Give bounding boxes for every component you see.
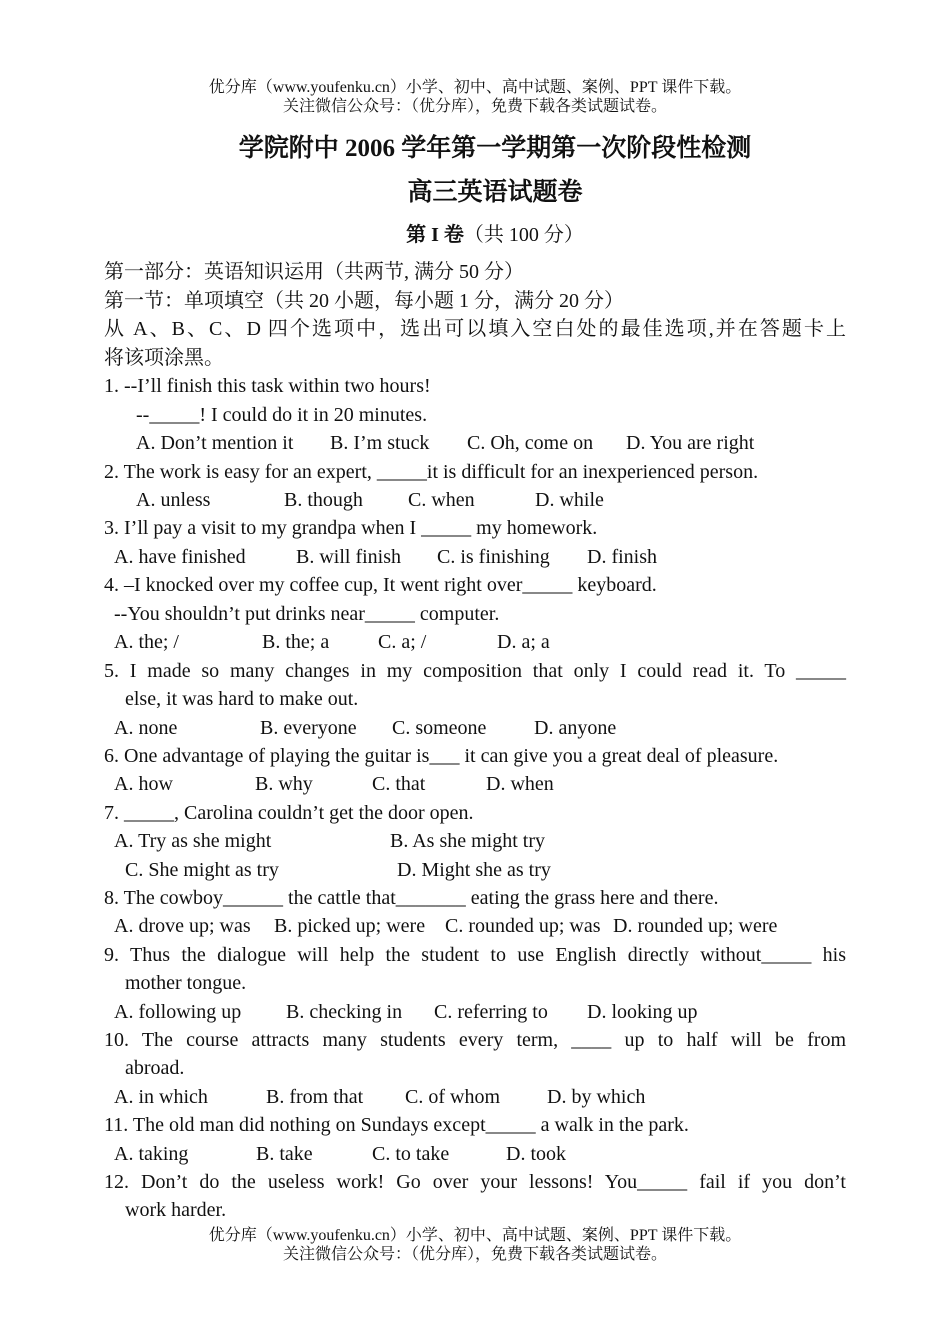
q5-stem-2: else, it was hard to make out. [125, 688, 359, 710]
volume-label: 第 I 卷 [406, 224, 464, 246]
directions-line-2: 将该项涂黑。 [104, 347, 224, 369]
q6-option-b: B. why [255, 773, 313, 795]
exam-title: 学院附中 2006 学年第一学期第一次阶段性检测 [238, 135, 752, 162]
q1-option-b: B. I’m stuck [330, 432, 430, 454]
q11-option-a: A. taking [114, 1143, 189, 1165]
q10-option-c: C. of whom [405, 1086, 500, 1108]
q9-stem-2: mother tongue. [125, 972, 247, 994]
q3-option-b: B. will finish [296, 546, 402, 568]
q4-option-b: B. the; a [262, 631, 330, 653]
q7-option-d: D. Might she as try [397, 859, 551, 881]
q5-option-c: C. someone [392, 717, 487, 739]
q9-option-d: D. looking up [587, 1001, 698, 1023]
q6-stem: 6. One advantage of playing the guitar is___ it can give you a great deal of pleasure. [104, 745, 779, 767]
q10-option-a: A. in which [114, 1086, 208, 1108]
q5-option-d: D. anyone [534, 717, 617, 739]
q10-stem-2: abroad. [125, 1057, 185, 1079]
exam-subtitle: 高三英语试题卷 [407, 179, 583, 206]
q3-option-c: C. is finishing [437, 546, 550, 568]
q2-stem: 2. The work is easy for an expert, _____it is difficult for an inexperienced person. [104, 461, 759, 483]
q1-option-c: C. Oh, come on [467, 432, 594, 454]
q1-option-d: D. You are right [626, 432, 755, 454]
section-heading: 第一节：单项填空（共 20 小题，每小题 1 分，满分 20 分） [104, 290, 624, 312]
q9-option-a: A. following up [114, 1001, 242, 1023]
q4-option-d: D. a; a [497, 631, 550, 653]
part-heading: 第一部分：英语知识运用（共两节, 满分 50 分） [104, 261, 524, 283]
q4-stem-2: --You shouldn’t put drinks near_____ computer. [114, 603, 500, 625]
footer-line-2: 关注微信公众号：（优分库），免费下载各类试题试卷。 [282, 1246, 667, 1263]
q3-option-d: D. finish [587, 546, 657, 568]
q7-option-a: A. Try as she might [114, 830, 272, 852]
q2-option-d: D. while [535, 489, 604, 511]
directions-line-1: 从 A、B、C、D 四个选项中，选出可以填入空白处的最佳选项,并在答题卡上 [104, 318, 846, 340]
q10-stem: 10. The course attracts many students every term, ____ up to half will be from [104, 1029, 846, 1051]
q8-option-c: C. rounded up; was [445, 915, 601, 937]
q7-stem: 7. _____, Carolina couldn’t get the door open. [104, 802, 474, 824]
q2-option-c: C. when [408, 489, 475, 511]
volume-points: （共 100 分） [463, 224, 584, 246]
footer-line-1: 优分库（www.youfenku.cn）小学、初中、高中试题、案例、PPT 课件下载。 [208, 1227, 742, 1244]
q12-stem-2: work harder. [125, 1199, 227, 1221]
header-line-1: 优分库（www.youfenku.cn）小学、初中、高中试题、案例、PPT 课件下载。 [208, 79, 742, 96]
q7-option-b: B. As she might try [390, 830, 546, 852]
q2-option-a: A. unless [136, 489, 211, 511]
q11-stem: 11. The old man did nothing on Sundays except_____ a walk in the park. [104, 1114, 689, 1136]
q4-stem: 4. –I knocked over my coffee cup, It went right over_____ keyboard. [104, 574, 657, 596]
q5-option-b: B. everyone [260, 717, 357, 739]
q7-option-c: C. She might as try [125, 859, 279, 881]
volume-heading [0, 218, 950, 247]
q11-option-d: D. took [506, 1143, 566, 1165]
q8-option-d: D. rounded up; were [613, 915, 778, 937]
q9-option-b: B. checking in [286, 1001, 403, 1023]
q12-stem: 12. Don’t do the useless work! Go over your lessons! You_____ fail if you don’t [104, 1171, 846, 1193]
q5-stem: 5. I made so many changes in my composition that only I could read it. To _____ [104, 660, 846, 682]
q6-option-a: A. how [114, 773, 173, 795]
q11-option-b: B. take [256, 1143, 313, 1165]
q9-stem: 9. Thus the dialogue will help the student to use English directly without_____ his [104, 944, 846, 966]
q8-option-b: B. picked up; were [274, 915, 426, 937]
q10-option-d: D. by which [547, 1086, 646, 1108]
q1-option-a: A. Don’t mention it [136, 432, 294, 454]
q3-stem: 3. I’ll pay a visit to my grandpa when I _____ my homework. [104, 517, 598, 539]
q8-stem: 8. The cowboy______ the cattle that_______ eating the grass here and there. [104, 887, 719, 909]
q4-option-a: A. the; / [114, 631, 179, 653]
q11-option-c: C. to take [372, 1143, 450, 1165]
q1-stem-2: --_____! I could do it in 20 minutes. [136, 404, 428, 426]
q8-option-a: A. drove up; was [114, 915, 251, 937]
q5-option-a: A. none [114, 717, 178, 739]
q1-stem: 1. --I’ll finish this task within two hours! [104, 375, 431, 397]
q2-option-b: B. though [284, 489, 363, 511]
q4-option-c: C. a; / [378, 631, 427, 653]
q9-option-c: C. referring to [434, 1001, 548, 1023]
header-line-2: 关注微信公众号：（优分库），免费下载各类试题试卷。 [282, 98, 667, 115]
q3-option-a: A. have finished [114, 546, 246, 568]
q6-option-c: C. that [372, 773, 426, 795]
q6-option-d: D. when [486, 773, 554, 795]
q10-option-b: B. from that [266, 1086, 364, 1108]
